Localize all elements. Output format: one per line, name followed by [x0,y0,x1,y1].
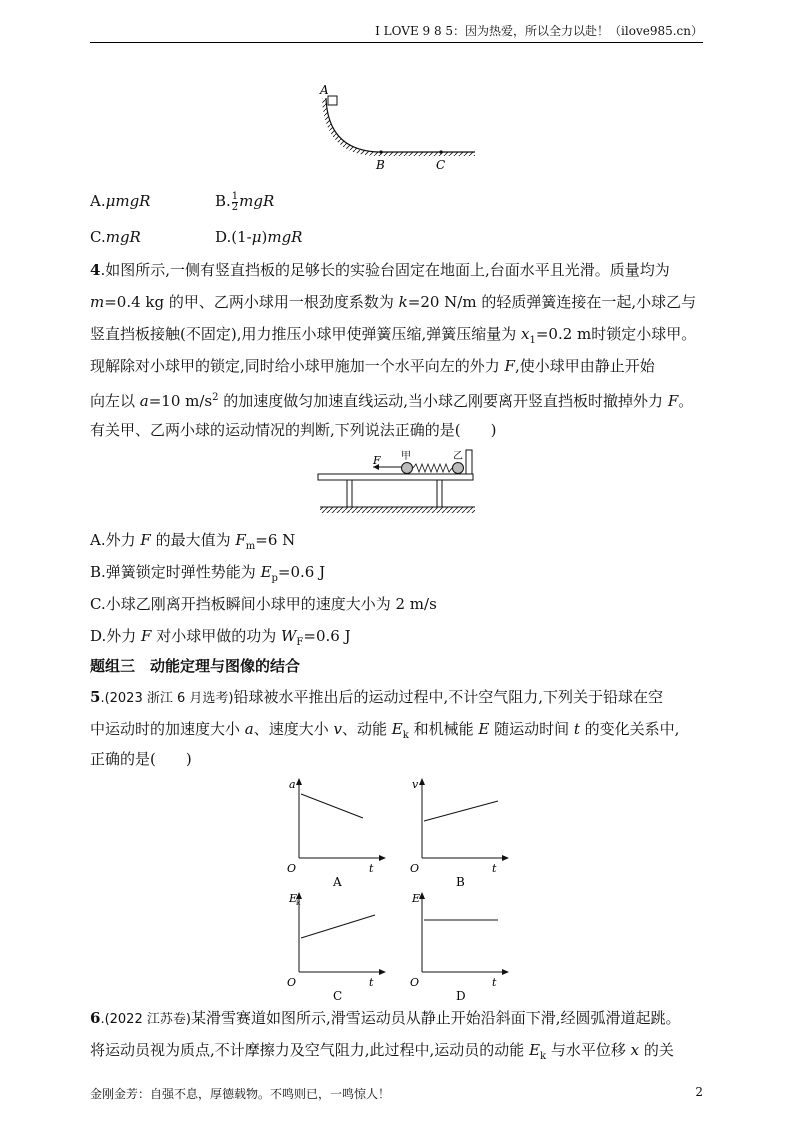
q6-line-2: 将运动员视为质点,不计摩擦力及空气阻力,此过程中,运动员的动能 $E_k$ 与水平位移 x 的关 [90,1041,674,1062]
q4-line-4: 现解除对小球甲的锁定,同时给小球甲施加一个水平向左的外力 F,使小球甲由静止开始 [90,357,655,375]
fraction-half: $\frac{1}{2}$ [231,190,239,213]
ball-yi-label: 乙 [453,451,463,462]
q6-line-1: 6.(2022 江苏卷)某滑雪赛道如图所示,滑雪运动员从静止开始沿斜面下滑,经圆弧滑道起跳。 [90,1009,681,1027]
graph-caption: A [333,875,342,886]
label-C: C [436,158,446,172]
q5-line-2: 中运动时的加速度大小 a、速度大小 v、动能 $E_k$ 和机械能 E 随运动时间 t 的变化关系中, [90,720,680,741]
graph-caption: B [456,875,465,886]
q4-option-a[interactable]: A.外力 F 的最大值为 $F_m=6$ N [90,531,296,552]
header-divider [90,42,703,43]
spring-table-figure [315,445,485,517]
q4-line-5: 向左以 a=10 $m/s^2$ 的加速度做匀加速直线运动,当小球乙刚要离开竖直挡板时撤掉外力 F。 [90,392,694,410]
track-figure [310,80,490,175]
q3-option-d[interactable]: D.(1-μ)mgR [215,228,303,246]
q4-line-1: 4.如图所示,一侧有竖直挡板的足够长的实验台固定在地面上,台面水平且光滑。质量均为 [90,261,670,279]
force-label: F [373,454,381,467]
group-title: 题组三 动能定理与图像的结合 [90,657,301,675]
q4-line-2: m=0.4 kg 的甲、乙两小球用一根劲度系数为 k=20 N/m 的轻质弹簧连接在一起,小球乙与 [90,293,697,311]
footer-motto: 金刚金芳：自强不息，厚德载物。不鸣则已，一鸣惊人！ [90,1087,391,1101]
graph-c [283,890,393,1000]
q5-line-3: 正确的是( ) [90,750,192,768]
origin-label: O [410,976,420,989]
label-A: A [320,83,329,97]
graph-b [406,776,516,886]
graph-curve [424,801,498,821]
graph-caption: D [456,989,466,1000]
y-axis-label: a [289,778,296,791]
graph-d [406,890,516,1000]
graph-a [283,776,393,886]
y-axis-label: v [412,778,419,791]
q4-option-d[interactable]: D.外力 F 对小球甲做的功为 $W_F=0.6$ J [90,627,351,648]
graph-curve [301,915,375,938]
page-header: I LOVE 9 8 5：因为热爱，所以全力以赴！（ilove985.cn） [375,24,703,38]
x-axis-label: t [369,976,374,989]
q4-line-3: 竖直挡板接触(不固定),用力推压小球甲使弹簧压缩,弹簧压缩量为 $x_1=0.2$ m时锁定小球甲。 [90,325,697,346]
q5-line-1: 5.(2023 浙江 6 月选考)铅球被水平推出后的运动过程中,不计空气阻力,下列关于铅球在空 [90,688,664,706]
q4-line-6: 有关甲、乙两小球的运动情况的判断,下列说法正确的是( ) [90,421,497,439]
graph-curve [301,794,363,818]
y-axis-label: E [412,892,421,905]
origin-label: O [410,862,420,875]
q4-option-b[interactable]: B.弹簧锁定时弹性势能为 $E_p=0.6$ J [90,563,326,584]
x-axis-label: t [492,976,497,989]
origin-label: O [287,862,297,875]
x-axis-label: t [369,862,374,875]
q3-option-a[interactable]: A.μmgR [90,192,151,210]
origin-label: O [287,976,297,989]
ball-jia-label: 甲 [401,451,411,462]
y-axis-label: E [289,892,298,905]
graph-caption: C [333,989,343,1000]
q3-option-b[interactable]: B. $\frac{1}{2}$ mgR [215,190,275,213]
label-B: B [376,158,385,172]
x-axis-label: t [492,862,497,875]
q3-option-c[interactable]: C.mgR [90,228,141,246]
y-axis-label-sub: k [296,899,301,907]
q4-option-c[interactable]: C.小球乙刚离开挡板瞬间小球甲的速度大小为 2 m/s [90,595,437,613]
page-number: 2 [695,1085,703,1099]
